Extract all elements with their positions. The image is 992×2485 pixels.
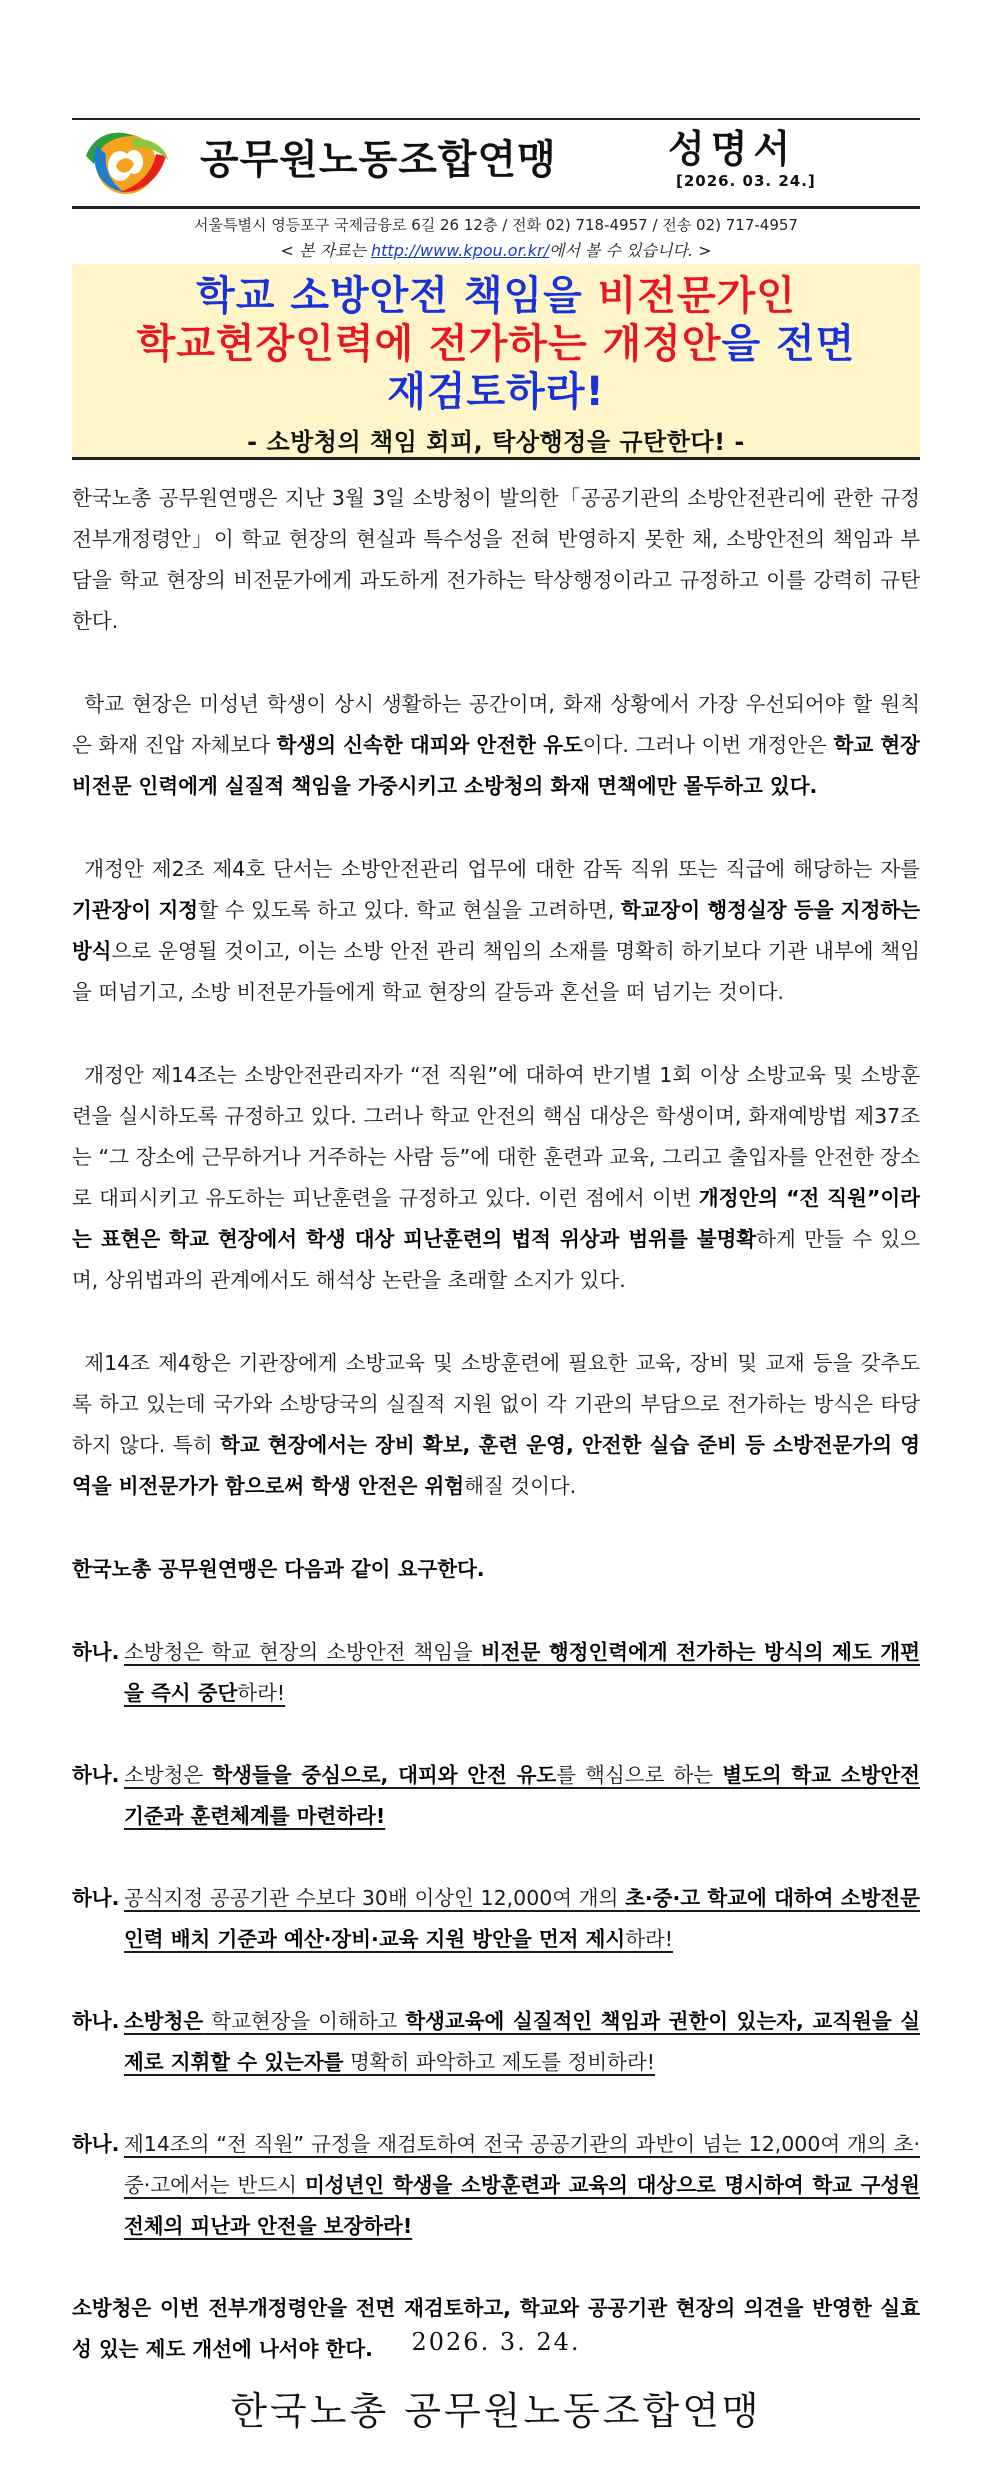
paragraph-1: 한국노총 공무원연맹은 지난 3월 3일 소방청이 발의한「공공기관의 소방안전관리에 관한 규정 전부개정령안」이 학교 현장의 현실과 특수성을 전혀 반영하지 못한 채, 소방안전의 책임과 부담을 학교 현장의 비전문가에게 과도하게 전가하는 탁상행정이라고 규정하고 이를 강력히 규탄한다.: [72, 486, 920, 633]
title-box: [72, 264, 920, 460]
union-logo-icon: [76, 126, 176, 198]
demand-mark: 하나.: [72, 1763, 120, 1787]
demand-item-5: 하나. 제14조의 “전 직원” 규정을 재검토하여 전국 공공기관의 과반이 넘는 12,000여 개의 초·중·고에서는 반드시 미성년인 학생을 소방훈련과 교육의 대상으로 명시하여 학교 구성원 전체의 피난과 안전을 보장하라!: [72, 2124, 920, 2247]
demand-item-2: 하나. 소방청은 학생들을 중심으로, 대피와 안전 유도를 핵심으로 하는 별도의 학교 소방안전 기준과 훈련체계를 마련하라!: [72, 1755, 920, 1837]
demand-mark: 하나.: [72, 1640, 120, 1664]
title-line-3: 재검토하라!: [387, 369, 605, 415]
more-info-line: < 본 자료는 http://www.kpou.or.kr/에서 볼 수 있습니다. >: [280, 241, 712, 260]
paragraph-5: 제14조 제4항은 기관장에게 소방교육 및 소방훈련에 필요한 교육, 장비 및 교재 등을 갖추도록 하고 있는데 국가와 소방당국의 실질적 지원 없이 각 기관의 부담으로 전가하는 방식은 타당하지 않다. 특히 학교 현장에서는 장비 확보, 훈련 운영, 안전한 실습 준비 등 소방전문가의 영역을 비전문가가 함으로써 학생 안전은 위험해질 것이다.: [72, 1351, 921, 1498]
paragraph-4: 개정안 제14조는 소방안전관리자가 “전 직원”에 대하여 반기별 1회 이상 소방교육 및 소방훈련을 실시하도록 규정하고 있다. 그러나 학교 안전의 핵심 대상은 학생이며, 화재예방법 제37조는 “그 장소에 근무하거나 거주하는 사람 등”에 대한 훈련과 교육, 그리고 출입자를 안전한 장소로 대피시키고 유도하는 피난훈련을 규정하고 있다. 이런 점에서 이번 개정안의 “전 직원”이라는 표현은 학교 현장에서 학생 대상 피난훈련의 법적 위상과 범위를 불명확하게 만들 수 있으며, 상위법과의 관계에서도 해석상 논란을 초래할 소지가 있다.: [72, 1063, 920, 1292]
demand-item-4: 하나. 소방청은 학교현장을 이해하고 학생교육에 실질적인 책임과 권한이 있는자, 교직원을 실제로 지휘할 수 있는자를 명확히 파악하고 제도를 정비하라!: [72, 2001, 920, 2083]
statement-body: [72, 478, 920, 2370]
header-divider: [72, 206, 920, 209]
subtitle: - 소방청의 책임 회피, 탁상행정을 규탄한다! -: [247, 428, 745, 456]
title-line-1: 학교 소방안전 책임을 비전문가인: [196, 273, 796, 319]
paragraph-2: 학교 현장은 미성년 학생이 상시 생활하는 공간이며, 화재 상황에서 가장 우선되어야 할 원칙은 화재 진압 자체보다 학생의 신속한 대피와 안전한 유도이다. 그러나 이번 개정안은 학교 현장 비전문 인력에게 실질적 책임을 가중시키고 소방청의 화재 면책에만 몰두하고 있다.: [72, 692, 920, 798]
demand-item-1: 하나. 소방청은 학교 현장의 소방안전 책임을 비전문 행정인력에게 전가하는 방식의 제도 개편을 즉시 중단하라!: [72, 1632, 920, 1714]
document-type: 성명서: [668, 127, 797, 171]
footer-org-name: 한국노총 공무원노동조합연맹: [230, 2389, 762, 2433]
demand-mark: 하나.: [72, 1886, 120, 1910]
address-line: 서울특별시 영등포구 국제금융로 6길 26 12층 / 전화 02) 718-4957 / 전송 02) 717-4957: [194, 216, 798, 234]
closing-statement: 소방청은 이번 전부개정령안을 전면 재검토하고, 학교와 공공기관 현장의 의견을 반영한 실효성 있는 제도 개선에 나서야 한다.: [72, 2296, 920, 2361]
footer-date: 2026. 3. 24.: [411, 2328, 581, 2356]
demand-mark: 하나.: [72, 2132, 120, 2156]
title-line-2: 학교현장인력에 전가하는 개정안을 전면: [136, 321, 856, 367]
paragraph-3: 개정안 제2조 제4호 단서는 소방안전관리 업무에 대한 감독 직위 또는 직급에 해당하는 자를 기관장이 지정할 수 있도록 하고 있다. 학교 현실을 고려하면, 학교장이 행정실장 등을 지정하는 방식으로 운영될 것이고, 이는 소방 안전 관리 책임의 소재를 명확히 하기보다 기관 내부에 책임을 떠넘기고, 소방 비전문가들에게 학교 현장의 갈등과 혼선을 떠 넘기는 것이다.: [72, 857, 920, 1004]
org-name: 공무원노동조합연맹: [200, 137, 557, 183]
document-date: [2026. 03. 24.]: [676, 172, 816, 190]
demand-item-3: 하나. 공식지정 공공기관 수보다 30배 이상인 12,000여 개의 초·중·고 학교에 대하여 소방전문인력 배치 기준과 예산·장비·교육 지원 방안을 먼저 제시하라!: [72, 1878, 920, 1960]
website-link[interactable]: http://www.kpou.or.kr/: [371, 241, 549, 260]
demand-intro: 한국노총 공무원연맹은 다음과 같이 요구한다.: [72, 1557, 485, 1581]
demand-mark: 하나.: [72, 2009, 120, 2033]
